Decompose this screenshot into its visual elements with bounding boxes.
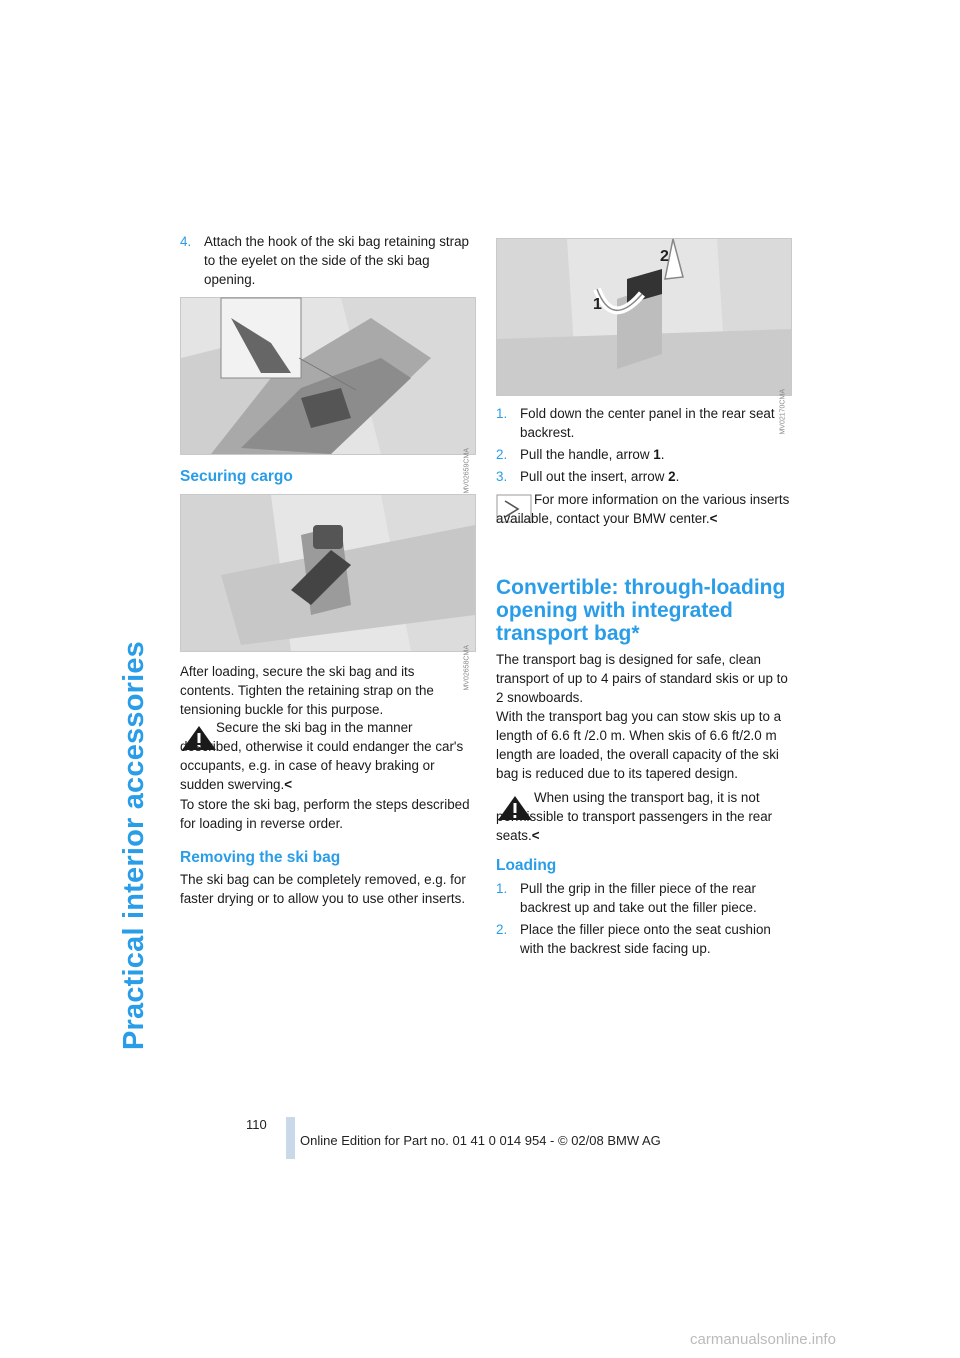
step-3-pull-insert xyxy=(496,467,792,486)
warning-text-ski-bag xyxy=(180,718,472,794)
note-inserts xyxy=(496,490,790,528)
ski-bag-strap-illustration xyxy=(181,298,475,454)
end-mark: < xyxy=(709,511,718,526)
end-mark: < xyxy=(284,777,293,792)
note-text: For more information on the various inserts available, contact your BMW center. xyxy=(496,492,790,526)
step-number: 4. xyxy=(180,234,192,249)
sidebar-section-title xyxy=(118,640,150,1051)
heading-convertible-transport-bag: Convertible: through-loading opening with integrated transport bag* xyxy=(496,576,786,645)
watermark: carmanualsonline.info xyxy=(690,1331,836,1348)
warning-text: Secure the ski bag in the manner described, otherwise it could endanger the car's occupants, e.g. in case of heavy braking or sudden swerving. xyxy=(180,720,464,792)
figure-code: MV02659CMA xyxy=(464,448,471,494)
step-end: . xyxy=(675,469,680,484)
sidebar-section-label: Practical interior accessories xyxy=(118,640,150,1050)
loading-step-2 xyxy=(496,920,792,958)
step-text: Pull the grip in the filler piece of the rear backrest up and take out the filler piece. xyxy=(520,881,757,915)
step-number: 1. xyxy=(496,881,508,896)
paragraph-store-ski-bag: To store the ski bag, perform the steps described for loading in reverse order. xyxy=(180,797,470,831)
step-text: Attach the hook of the ski bag retaining strap to the eyelet on the side of the ski bag opening. xyxy=(204,234,470,287)
step-arrow-number: 2 xyxy=(668,469,676,484)
step-text: Pull the handle, arrow xyxy=(520,447,650,462)
securing-cargo-illustration xyxy=(181,495,475,651)
heading-securing-cargo: Securing cargo xyxy=(180,468,293,485)
step-text: Fold down the center panel in the rear seat backrest. xyxy=(520,406,775,440)
paragraph-after-loading: After loading, secure the ski bag and its contents. Tighten the retaining strap on the tensioning buckle for this purpose. xyxy=(180,664,434,717)
figure-code: MV02170CMA xyxy=(780,389,787,435)
step-1-fold-panel xyxy=(496,404,792,442)
warning-text: When using the transport bag, it is not permissible to transport passengers in the rear seats. xyxy=(496,790,773,843)
paragraph-removing-ski-bag: The ski bag can be completely removed, e.g. for faster drying or to allow you to use other inserts. xyxy=(180,872,466,906)
step-number: 2. xyxy=(496,922,508,937)
step-text: Pull out the insert, arrow xyxy=(520,469,665,484)
step-number: 3. xyxy=(496,469,508,484)
step-text: Place the filler piece onto the seat cushion with the backrest side facing up. xyxy=(520,922,771,956)
step-end: . xyxy=(660,447,665,462)
loading-step-1 xyxy=(496,879,792,917)
figure-code: MV02658CMA xyxy=(464,645,471,691)
heading-removing-ski-bag: Removing the ski bag xyxy=(180,849,341,866)
arrow-2-label: 2 xyxy=(660,248,669,265)
step-arrow-number: 1 xyxy=(653,447,661,462)
step-number: 2. xyxy=(496,447,508,462)
step-2-pull-handle xyxy=(496,445,792,464)
step-4 xyxy=(180,232,476,289)
heading-loading: Loading xyxy=(496,857,557,874)
paragraph-transport-bag: The transport bag is designed for safe, clean transport of up to 4 pairs of standard skis or up to 2 snowboards. xyxy=(496,652,788,705)
arrow-1-label: 1 xyxy=(593,296,602,313)
footer-accent-bar xyxy=(286,1117,295,1159)
step-number: 1. xyxy=(496,406,508,421)
paragraph-ski-length: With the transport bag you can stow skis up to a length of 6.6 ft /2.0 m. When skis of 6.6 ft/2.0 m length are loaded, the overall capacity of the ski bag is reduced due to its tapered design. xyxy=(496,709,782,781)
end-mark: < xyxy=(531,828,540,843)
center-panel-illustration xyxy=(497,239,791,395)
footer-edition: Online Edition for Part no. 01 41 0 014 954 - © 02/08 BMW AG xyxy=(300,1133,661,1148)
warning-no-passengers xyxy=(496,788,782,845)
page-number: 110 xyxy=(246,1117,267,1132)
